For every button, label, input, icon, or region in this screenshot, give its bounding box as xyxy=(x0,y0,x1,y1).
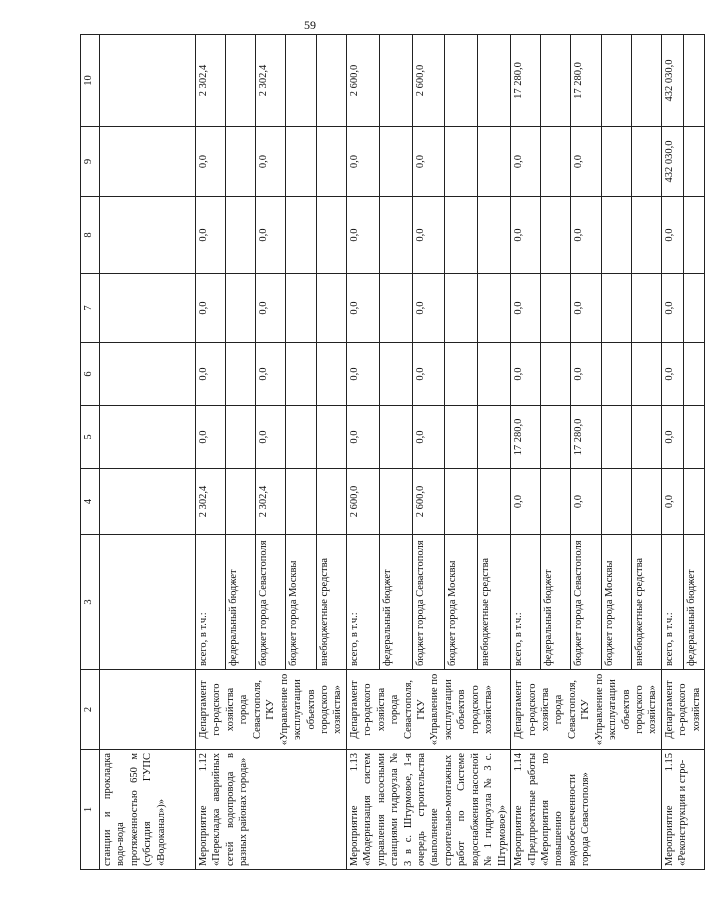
value-cell: 0,0 xyxy=(346,197,379,274)
funding-source: федеральный бюджет xyxy=(226,535,256,670)
table-cell xyxy=(100,343,196,406)
value-cell xyxy=(478,127,511,197)
funding-source: бюджет города Севастополя xyxy=(571,535,601,670)
value-cell xyxy=(478,469,511,535)
measure-executor: Департамент го-родского хозяйства города Севастополя, ГКУ «Управление по эксплуатации объектов городского хозяйства» xyxy=(346,670,510,750)
value-cell xyxy=(683,343,705,406)
value-cell: 0,0 xyxy=(196,274,226,343)
value-cell xyxy=(683,35,705,127)
value-cell: 0,0 xyxy=(196,343,226,406)
measure-title: Мероприятие 1.14 «Предпроектные работы «Мероприятия по повышению водообеспеченности города Севастополя» xyxy=(511,750,662,870)
value-cell xyxy=(478,406,511,469)
value-cell: 0,0 xyxy=(346,127,379,197)
funding-source: бюджет города Москвы xyxy=(286,535,316,670)
value-cell: 432 030,0 xyxy=(661,35,683,127)
value-cell xyxy=(631,35,661,127)
table-cell xyxy=(100,127,196,197)
value-cell xyxy=(445,127,478,197)
value-cell xyxy=(601,274,631,343)
funding-source: федеральный бюджет xyxy=(379,535,412,670)
value-cell: 0,0 xyxy=(511,274,541,343)
value-cell: 0,0 xyxy=(346,343,379,406)
value-cell xyxy=(631,406,661,469)
value-cell xyxy=(541,406,571,469)
value-cell: 0,0 xyxy=(661,469,683,535)
value-cell: 0,0 xyxy=(511,469,541,535)
table-cell xyxy=(100,406,196,469)
value-cell xyxy=(316,469,346,535)
value-cell xyxy=(379,35,412,127)
header-cell: 4 xyxy=(81,469,100,535)
value-cell xyxy=(478,274,511,343)
value-cell: 0,0 xyxy=(571,197,601,274)
funding-source: внебюджетные средства xyxy=(478,535,511,670)
value-cell: 0,0 xyxy=(511,127,541,197)
continuation-text: станции и прокладка водо-вода протяженностью 650 м (субсидия ГУПС «Водоканал»)» xyxy=(100,750,196,870)
value-cell xyxy=(445,35,478,127)
header-cell: 2 xyxy=(81,670,100,750)
value-cell: 0,0 xyxy=(571,127,601,197)
value-cell: 0,0 xyxy=(571,274,601,343)
value-cell: 2 302,4 xyxy=(256,35,286,127)
funding-source: бюджет города Севастополя xyxy=(256,535,286,670)
value-cell: 0,0 xyxy=(661,343,683,406)
value-cell xyxy=(316,274,346,343)
value-cell xyxy=(541,35,571,127)
value-cell xyxy=(445,406,478,469)
value-cell xyxy=(226,343,256,406)
funding-source: всего, в т.ч.: xyxy=(346,535,379,670)
measure-title: Мероприятие 1.13 «Модернизация систем управления насосными станциями гидроузла № 3 в с. Штурмовое, 1-я очередь строительства (выполнение строительно-монтажных работ по Системе водоснабжения насосной № 1 гидроузла № 3 с. Штурмовое)» xyxy=(346,750,510,870)
value-cell xyxy=(541,127,571,197)
table-cell xyxy=(100,274,196,343)
value-cell xyxy=(226,469,256,535)
value-cell: 0,0 xyxy=(196,127,226,197)
value-cell xyxy=(631,127,661,197)
value-cell xyxy=(478,35,511,127)
value-cell xyxy=(316,197,346,274)
value-cell: 17 280,0 xyxy=(511,35,541,127)
table-row xyxy=(196,35,226,870)
value-cell xyxy=(226,274,256,343)
measure-executor: Департамент го-родского хозяйства города Севастополя, ГКУ «Управление по эксплуатации объектов городского хозяйства» xyxy=(511,670,662,750)
value-cell xyxy=(601,197,631,274)
value-cell xyxy=(379,274,412,343)
funding-source: всего, в т.ч.: xyxy=(511,535,541,670)
value-cell: 2 600,0 xyxy=(412,35,445,127)
value-cell: 0,0 xyxy=(661,197,683,274)
value-cell: 0,0 xyxy=(196,406,226,469)
value-cell xyxy=(445,274,478,343)
value-cell: 0,0 xyxy=(412,343,445,406)
rotated-table-container xyxy=(80,35,702,870)
value-cell xyxy=(286,197,316,274)
funding-source: федеральный бюджет xyxy=(541,535,571,670)
header-cell: 1 xyxy=(81,750,100,870)
value-cell: 0,0 xyxy=(511,197,541,274)
value-cell xyxy=(445,469,478,535)
value-cell xyxy=(601,406,631,469)
value-cell: 0,0 xyxy=(256,406,286,469)
value-cell: 432 030,0 xyxy=(661,127,683,197)
funding-source: всего, в т.ч.: xyxy=(661,535,683,670)
value-cell xyxy=(445,343,478,406)
value-cell xyxy=(631,343,661,406)
value-cell xyxy=(379,469,412,535)
funding-source: бюджет города Севастополя xyxy=(412,535,445,670)
value-cell xyxy=(286,274,316,343)
header-cell: 6 xyxy=(81,343,100,406)
header-cell: 7 xyxy=(81,274,100,343)
value-cell: 0,0 xyxy=(412,197,445,274)
table-row xyxy=(346,35,379,870)
value-cell: 2 600,0 xyxy=(346,469,379,535)
value-cell: 2 302,4 xyxy=(196,35,226,127)
funding-source: бюджет города Москвы xyxy=(601,535,631,670)
header-cell: 8 xyxy=(81,197,100,274)
table-row xyxy=(511,35,541,870)
value-cell xyxy=(379,406,412,469)
value-cell xyxy=(601,35,631,127)
funding-source: федеральный бюджет xyxy=(683,535,705,670)
header-cell: 3 xyxy=(81,535,100,670)
value-cell xyxy=(601,343,631,406)
value-cell xyxy=(631,274,661,343)
header-cell: 5 xyxy=(81,406,100,469)
value-cell xyxy=(478,343,511,406)
value-cell: 0,0 xyxy=(346,406,379,469)
value-cell xyxy=(379,343,412,406)
value-cell: 17 280,0 xyxy=(511,406,541,469)
value-cell: 2 600,0 xyxy=(412,469,445,535)
value-cell: 0,0 xyxy=(511,343,541,406)
value-cell xyxy=(316,406,346,469)
value-cell xyxy=(379,127,412,197)
value-cell: 0,0 xyxy=(661,274,683,343)
continuation-row xyxy=(100,35,196,870)
value-cell xyxy=(316,343,346,406)
value-cell xyxy=(683,274,705,343)
value-cell: 0,0 xyxy=(571,343,601,406)
measure-title: Мероприятие 1.12 «Перекладка аварийных сетей водопровода в разных районах города» xyxy=(196,750,347,870)
table-row xyxy=(661,35,683,870)
value-cell xyxy=(316,127,346,197)
value-cell: 2 600,0 xyxy=(346,35,379,127)
value-cell xyxy=(683,127,705,197)
value-cell xyxy=(316,35,346,127)
value-cell xyxy=(226,406,256,469)
value-cell xyxy=(601,469,631,535)
value-cell: 0,0 xyxy=(346,274,379,343)
table-cell xyxy=(100,197,196,274)
value-cell: 0,0 xyxy=(256,343,286,406)
value-cell: 0,0 xyxy=(412,127,445,197)
measure-executor: Департамент го-родского хозяйства xyxy=(661,670,704,750)
value-cell xyxy=(226,127,256,197)
value-cell: 17 280,0 xyxy=(571,35,601,127)
value-cell: 2 302,4 xyxy=(256,469,286,535)
page-number: 59 xyxy=(304,18,316,32)
value-cell: 0,0 xyxy=(256,127,286,197)
value-cell xyxy=(631,469,661,535)
value-cell xyxy=(286,469,316,535)
budget-table xyxy=(80,34,705,870)
value-cell: 0,0 xyxy=(661,406,683,469)
value-cell: 0,0 xyxy=(256,274,286,343)
value-cell xyxy=(631,197,661,274)
value-cell xyxy=(286,343,316,406)
funding-source: внебюджетные средства xyxy=(631,535,661,670)
value-cell xyxy=(286,127,316,197)
value-cell xyxy=(541,343,571,406)
value-cell xyxy=(541,274,571,343)
measure-title: Мероприятие 1.15 «Реконструкция и стро- xyxy=(661,750,704,870)
header-cell: 9 xyxy=(81,127,100,197)
header-row xyxy=(81,35,100,870)
funding-source: бюджет города Москвы xyxy=(445,535,478,670)
value-cell xyxy=(286,35,316,127)
value-cell xyxy=(683,406,705,469)
table-cell xyxy=(100,670,196,750)
value-cell xyxy=(445,197,478,274)
value-cell xyxy=(286,406,316,469)
value-cell: 17 280,0 xyxy=(571,406,601,469)
value-cell: 0,0 xyxy=(412,406,445,469)
value-cell: 0,0 xyxy=(571,469,601,535)
value-cell xyxy=(601,127,631,197)
value-cell: 0,0 xyxy=(196,197,226,274)
value-cell xyxy=(226,197,256,274)
table-cell xyxy=(100,535,196,670)
value-cell: 0,0 xyxy=(256,197,286,274)
table-cell xyxy=(100,469,196,535)
table-cell xyxy=(100,35,196,127)
header-cell: 10 xyxy=(81,35,100,127)
funding-source: внебюджетные средства xyxy=(316,535,346,670)
measure-executor: Департамент го-родского хозяйства города Севастополя, ГКУ «Управление по эксплуатации объектов городского хозяйства» xyxy=(196,670,347,750)
value-cell xyxy=(541,197,571,274)
value-cell: 2 302,4 xyxy=(196,469,226,535)
funding-source: всего, в т.ч.: xyxy=(196,535,226,670)
value-cell: 0,0 xyxy=(412,274,445,343)
value-cell xyxy=(683,469,705,535)
value-cell xyxy=(541,469,571,535)
value-cell xyxy=(226,35,256,127)
value-cell xyxy=(478,197,511,274)
value-cell xyxy=(379,197,412,274)
value-cell xyxy=(683,197,705,274)
